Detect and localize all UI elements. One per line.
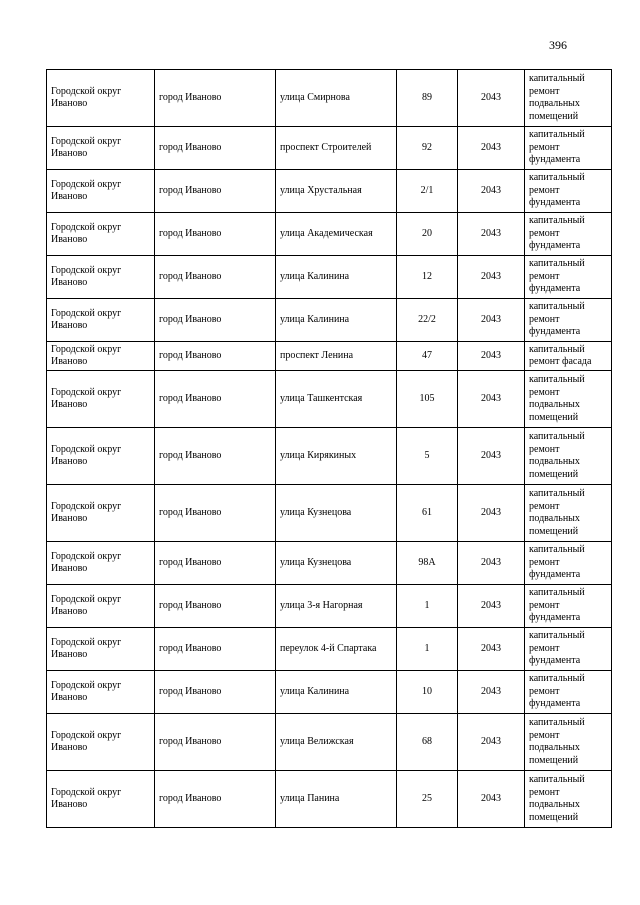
house-cell: 2/1 (397, 170, 458, 213)
city-cell: город Иваново (155, 299, 276, 342)
year-cell: 2043 (458, 771, 525, 828)
work-type-cell: капитальный ремонт фундамента (525, 585, 612, 628)
street-cell: улица Велижская (276, 714, 397, 771)
work-type-cell: капитальный ремонт подвальных помещений (525, 70, 612, 127)
table-row (47, 671, 612, 714)
street-cell: улица Смирнова (276, 70, 397, 127)
okrug-cell: Городской округ Иваново (47, 127, 155, 170)
okrug-cell: Городской округ Иваново (47, 771, 155, 828)
okrug-cell: Городской округ Иваново (47, 428, 155, 485)
work-type-cell: капитальный ремонт фундамента (525, 299, 612, 342)
okrug-cell: Городской округ Иваново (47, 299, 155, 342)
house-cell: 20 (397, 213, 458, 256)
okrug-cell: Городской округ Иваново (47, 671, 155, 714)
house-cell: 25 (397, 771, 458, 828)
house-cell: 22/2 (397, 299, 458, 342)
work-type-cell: капитальный ремонт фундамента (525, 256, 612, 299)
city-cell: город Иваново (155, 671, 276, 714)
okrug-cell: Городской округ Иваново (47, 371, 155, 428)
table-row (47, 371, 612, 428)
city-cell: город Иваново (155, 628, 276, 671)
okrug-cell: Городской округ Иваново (47, 213, 155, 256)
year-cell: 2043 (458, 213, 525, 256)
okrug-cell: Городской округ Иваново (47, 70, 155, 127)
year-cell: 2043 (458, 70, 525, 127)
street-cell: переулок 4-й Спартака (276, 628, 397, 671)
city-cell: город Иваново (155, 714, 276, 771)
work-type-cell: капитальный ремонт фундамента (525, 671, 612, 714)
table-row (47, 628, 612, 671)
table-row (47, 299, 612, 342)
table-row (47, 70, 612, 127)
house-cell: 68 (397, 714, 458, 771)
street-cell: улица Калинина (276, 299, 397, 342)
city-cell: город Иваново (155, 127, 276, 170)
year-cell: 2043 (458, 671, 525, 714)
house-cell: 47 (397, 342, 458, 371)
house-cell: 98А (397, 542, 458, 585)
okrug-cell: Городской округ Иваново (47, 542, 155, 585)
okrug-cell: Городской округ Иваново (47, 714, 155, 771)
table-row (47, 428, 612, 485)
okrug-cell: Городской округ Иваново (47, 585, 155, 628)
work-type-cell: капитальный ремонт фундамента (525, 542, 612, 585)
year-cell: 2043 (458, 256, 525, 299)
house-cell: 1 (397, 585, 458, 628)
street-cell: улица Калинина (276, 256, 397, 299)
city-cell: город Иваново (155, 485, 276, 542)
city-cell: город Иваново (155, 70, 276, 127)
work-type-cell: капитальный ремонт подвальных помещений (525, 485, 612, 542)
work-type-cell: капитальный ремонт подвальных помещений (525, 771, 612, 828)
year-cell: 2043 (458, 170, 525, 213)
street-cell: улица Панина (276, 771, 397, 828)
okrug-cell: Городской округ Иваново (47, 170, 155, 213)
house-cell: 92 (397, 127, 458, 170)
city-cell: город Иваново (155, 771, 276, 828)
house-cell: 1 (397, 628, 458, 671)
repair-plan-table (46, 69, 612, 828)
year-cell: 2043 (458, 127, 525, 170)
work-type-cell: капитальный ремонт подвальных помещений (525, 371, 612, 428)
table-row (47, 771, 612, 828)
year-cell: 2043 (458, 299, 525, 342)
table-row (47, 542, 612, 585)
year-cell: 2043 (458, 342, 525, 371)
street-cell: улица Калинина (276, 671, 397, 714)
house-cell: 12 (397, 256, 458, 299)
city-cell: город Иваново (155, 213, 276, 256)
street-cell: улица Кузнецова (276, 485, 397, 542)
city-cell: город Иваново (155, 371, 276, 428)
work-type-cell: капитальный ремонт фундамента (525, 213, 612, 256)
year-cell: 2043 (458, 485, 525, 542)
table-row (47, 714, 612, 771)
work-type-cell: капитальный ремонт подвальных помещений (525, 428, 612, 485)
year-cell: 2043 (458, 371, 525, 428)
table-row (47, 256, 612, 299)
table-row (47, 485, 612, 542)
house-cell: 5 (397, 428, 458, 485)
street-cell: проспект Строителей (276, 127, 397, 170)
page-number: 396 (549, 38, 567, 52)
street-cell: проспект Ленина (276, 342, 397, 371)
street-cell: улица Хрустальная (276, 170, 397, 213)
house-cell: 10 (397, 671, 458, 714)
okrug-cell: Городской округ Иваново (47, 485, 155, 542)
table-row (47, 585, 612, 628)
table-row (47, 213, 612, 256)
work-type-cell: капитальный ремонт фасада (525, 342, 612, 371)
work-type-cell: капитальный ремонт фундамента (525, 628, 612, 671)
okrug-cell: Городской округ Иваново (47, 628, 155, 671)
street-cell: улица Кузнецова (276, 542, 397, 585)
city-cell: город Иваново (155, 170, 276, 213)
house-cell: 61 (397, 485, 458, 542)
city-cell: город Иваново (155, 428, 276, 485)
city-cell: город Иваново (155, 342, 276, 371)
street-cell: улица 3-я Нагорная (276, 585, 397, 628)
year-cell: 2043 (458, 542, 525, 585)
house-cell: 89 (397, 70, 458, 127)
street-cell: улица Академическая (276, 213, 397, 256)
street-cell: улица Ташкентская (276, 371, 397, 428)
okrug-cell: Городской округ Иваново (47, 256, 155, 299)
house-cell: 105 (397, 371, 458, 428)
year-cell: 2043 (458, 714, 525, 771)
work-type-cell: капитальный ремонт фундамента (525, 170, 612, 213)
table-row (47, 342, 612, 371)
city-cell: город Иваново (155, 256, 276, 299)
year-cell: 2043 (458, 428, 525, 485)
okrug-cell: Городской округ Иваново (47, 342, 155, 371)
year-cell: 2043 (458, 628, 525, 671)
work-type-cell: капитальный ремонт фундамента (525, 127, 612, 170)
city-cell: город Иваново (155, 585, 276, 628)
year-cell: 2043 (458, 585, 525, 628)
table-row (47, 170, 612, 213)
city-cell: город Иваново (155, 542, 276, 585)
work-type-cell: капитальный ремонт подвальных помещений (525, 714, 612, 771)
street-cell: улица Кирякиных (276, 428, 397, 485)
table-row (47, 127, 612, 170)
